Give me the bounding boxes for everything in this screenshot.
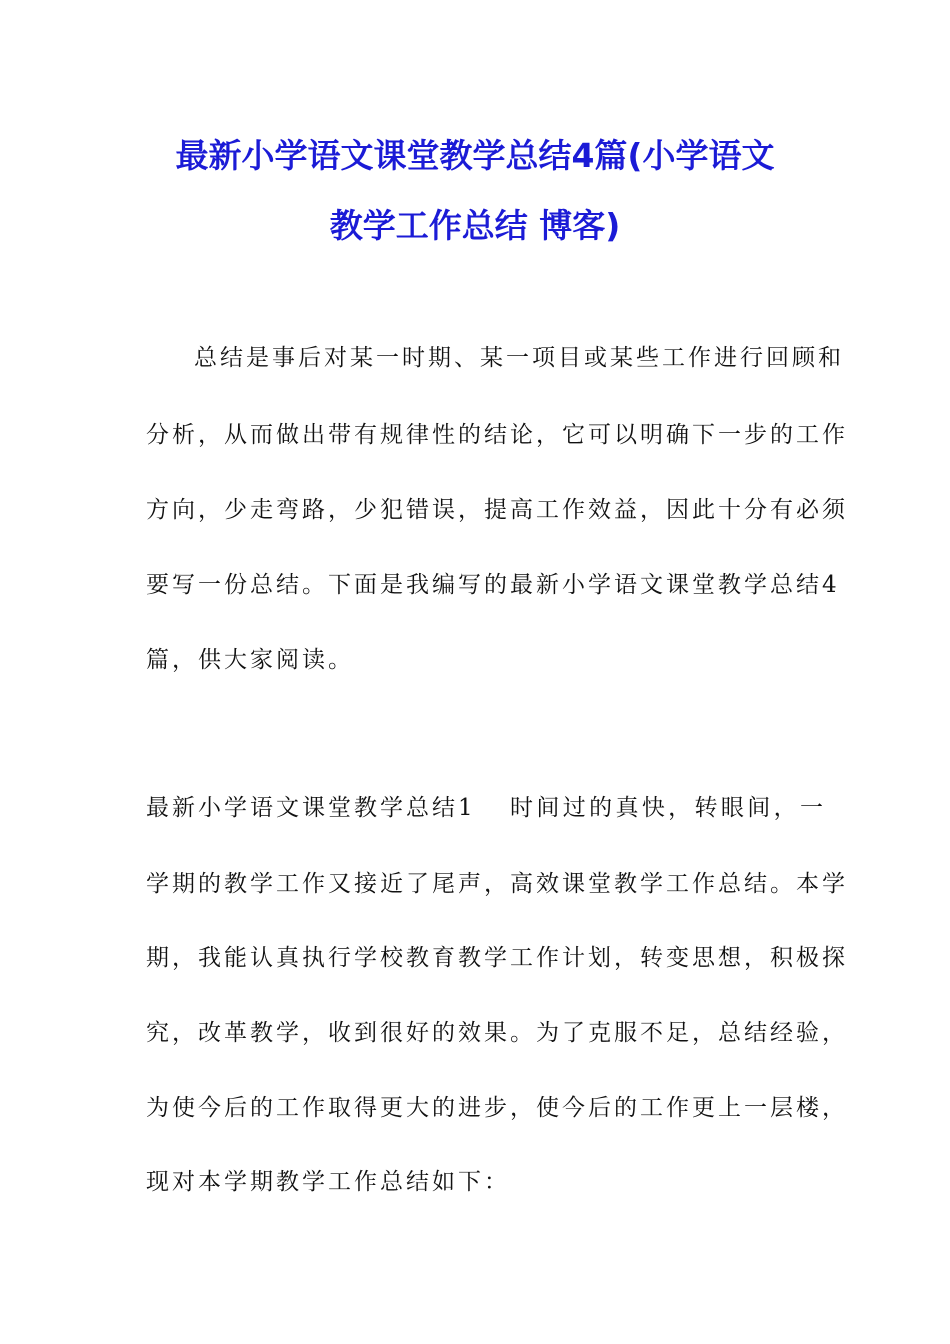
section-1-heading: 最新小学语文课堂教学总结1	[146, 795, 476, 821]
section-1-line-4: 究，改革教学，收到很好的效果。为了克服不足，总结经验，	[146, 1020, 848, 1046]
intro-line-2: 分析，从而做出带有规律性的结论，它可以明确下一步的工作	[146, 422, 848, 448]
document-title-line-2: 教学工作总结 博客)	[329, 206, 621, 245]
section-1-line-5: 为使今后的工作取得更大的进步，使今后的工作更上一层楼，	[146, 1095, 848, 1121]
intro-line-3: 方向，少走弯路，少犯错误，提高工作效益，因此十分有必须	[146, 497, 848, 523]
document-title-line-1: 最新小学语文课堂教学总结4篇(小学语文	[175, 136, 775, 175]
section-1-line-3: 期，我能认真执行学校教育教学工作计划，转变思想，积极探	[146, 945, 848, 971]
section-1-line-2: 学期的教学工作又接近了尾声，高效课堂教学工作总结。本学	[146, 871, 848, 897]
intro-line-1: 总结是事后对某一时期、某一项目或某些工作进行回顾和	[194, 345, 844, 371]
section-1-first-line: 时间过的真快，转眼间，一	[510, 795, 826, 821]
section-1-line-6: 现对本学期教学工作总结如下：	[146, 1169, 510, 1195]
intro-line-5: 篇，供大家阅读。	[146, 647, 354, 673]
intro-line-4: 要写一份总结。下面是我编写的最新小学语文课堂教学总结4	[146, 572, 840, 598]
